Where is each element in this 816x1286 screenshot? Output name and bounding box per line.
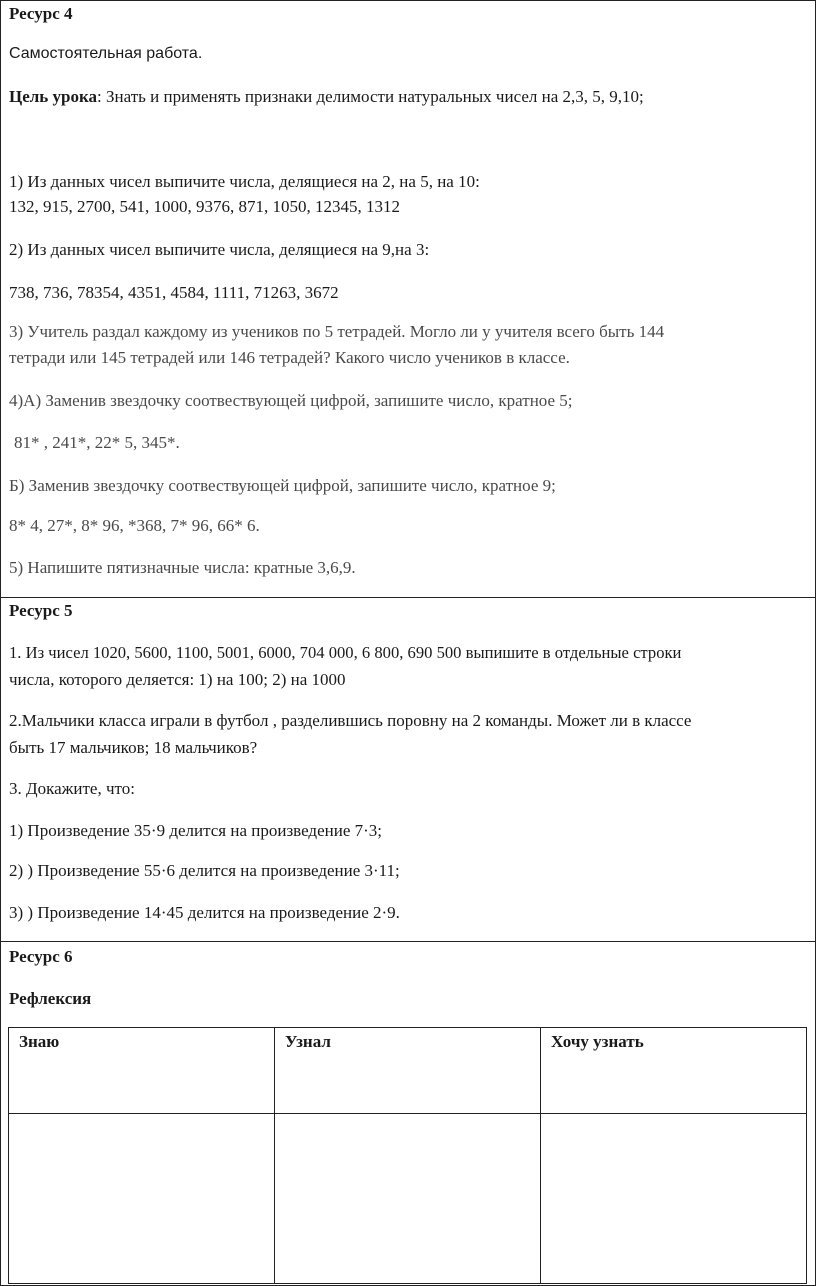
section-divider: [0, 941, 816, 942]
reflection-header-learned: Узнал: [275, 1028, 541, 1114]
reflection-cell-know[interactable]: [9, 1114, 275, 1284]
resource5-heading: Ресурс 5: [9, 601, 73, 620]
reflection-cell-learned[interactable]: [275, 1114, 541, 1284]
r5-task2-line1: 2.Мальчики класса играли в футбол , разделившись поровну на 2 команды. Может ли в классе: [9, 711, 692, 730]
task4b-numbers: 8* 4, 27*, 8* 96, *368, 7* 96, 66* 6.: [9, 516, 260, 535]
lesson-goal: [9, 87, 644, 107]
resource6-heading: Ресурс 6: [9, 947, 73, 966]
task4a-numbers: 81* , 241*, 22* 5, 345*.: [14, 433, 180, 452]
task1-numbers: 132, 915, 2700, 541, 1000, 9376, 871, 1050, 12345, 1312: [9, 197, 400, 216]
goal-label: Цель урока: [9, 87, 98, 106]
r5-task2-line2: быть 17 мальчиков; 18 мальчиков?: [9, 738, 258, 757]
section-divider: [0, 597, 816, 598]
task2-instruction: 2) Из данных чисел выпичите числа, делящиеся на 9,на 3:: [9, 240, 430, 259]
r5-proof-item-3: 3) ) Произведение 14·45 делится на произведение 2·9.: [9, 903, 400, 922]
r5-task3-title: 3. Докажите, что:: [9, 779, 135, 798]
r5-proof-item-2: 2) ) Произведение 55·6 делится на произведение 3·11;: [9, 861, 400, 880]
reflection-cell-want[interactable]: [541, 1114, 807, 1284]
task1-instruction: 1) Из данных чисел выпичите числа, делящиеся на 2, на 5, на 10:: [9, 172, 480, 191]
task2-numbers: 738, 736, 78354, 4351, 4584, 1111, 71263, 3672: [9, 283, 339, 302]
r5-proof-item-1: 1) Произведение 35·9 делится на произведение 7·3;: [9, 821, 382, 840]
reflection-heading: Рефлексия: [9, 989, 92, 1008]
goal-text: : Знать и применять признаки делимости натуральных чисел на 2,3, 5, 9,10;: [97, 87, 644, 106]
task3-line2: тетради или 145 тетрадей или 146 тетрадей? Какого число учеников в классе.: [9, 348, 570, 367]
resource4-heading: Ресурс 4: [9, 4, 73, 23]
task3-line1: 3) Учитель раздал каждому из учеников по 5 тетрадей. Могло ли у учителя всего быть 144: [9, 322, 665, 341]
task5-text: 5) Напишите пятизначные числа: кратные 3,6,9.: [9, 558, 356, 577]
reflection-header-know: Знаю: [9, 1028, 275, 1114]
resource4-subtitle: Самостоятельная работа.: [9, 45, 203, 62]
task4b-instruction: Б) Заменив звездочку соотвествующей цифрой, запишите число, кратное 9;: [9, 476, 556, 495]
reflection-table: [8, 1027, 807, 1284]
reflection-header-want: Хочу узнать: [541, 1028, 807, 1114]
r5-task1-line1: 1. Из чисел 1020, 5600, 1100, 5001, 6000, 704 000, 6 800, 690 500 выпишите в отдельные строки: [9, 643, 682, 662]
task4a-instruction: 4)А) Заменив звездочку соотвествующей цифрой, запишите число, кратное 5;: [9, 391, 573, 410]
r5-task1-line2: числа, которого деляется: 1) на 100; 2) на 1000: [9, 670, 346, 689]
